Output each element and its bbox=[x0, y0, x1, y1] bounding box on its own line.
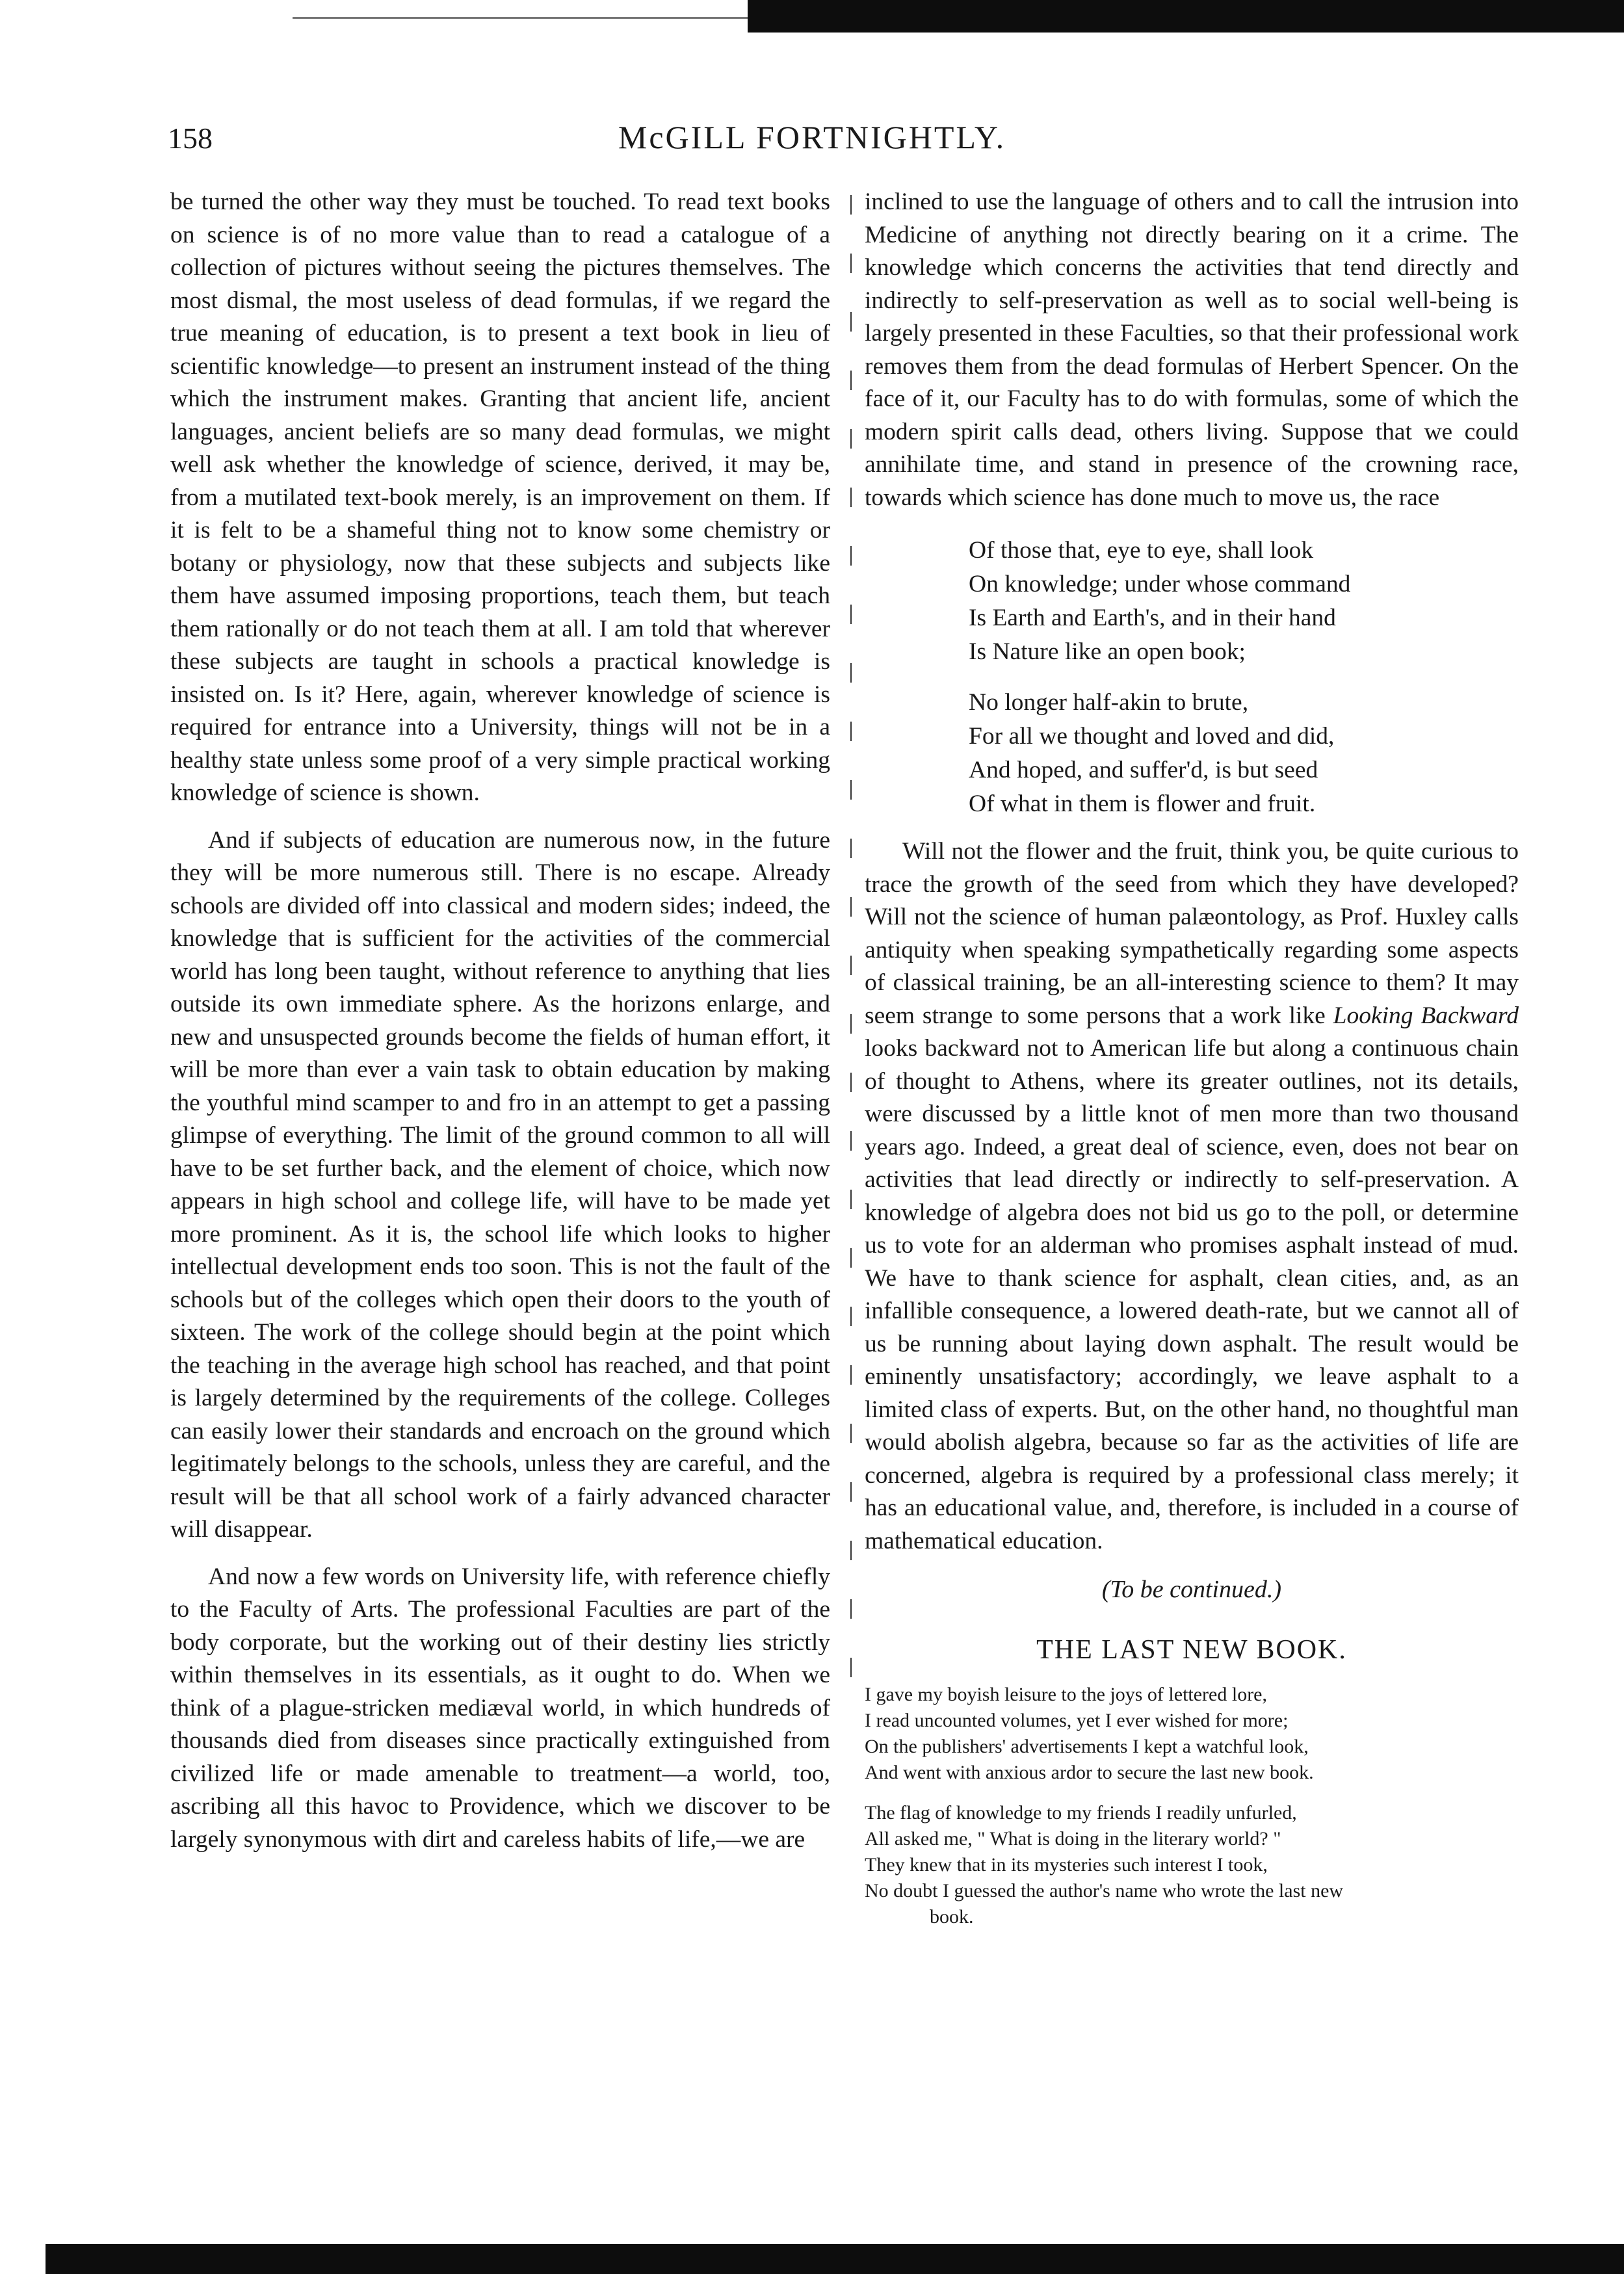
poem bbox=[865, 1682, 1519, 1930]
stanza-line: Of what in them is flower and fruit. bbox=[969, 791, 1316, 817]
poem-verse bbox=[865, 1682, 1519, 1786]
poem-line: book. bbox=[930, 1906, 974, 1928]
right-column bbox=[865, 186, 1519, 1944]
page-number: 158 bbox=[168, 122, 213, 155]
top-border-bar bbox=[748, 0, 1624, 33]
column-divider bbox=[850, 195, 852, 1690]
poem-line: They knew that in its mysteries such interest I took, bbox=[865, 1854, 1268, 1875]
poem-line: The flag of knowledge to my friends I readily unfurled, bbox=[865, 1802, 1297, 1823]
poem-line: I gave my boyish leisure to the joys of lettered lore, bbox=[865, 1684, 1267, 1705]
book-title: Looking Backward bbox=[1333, 1002, 1519, 1029]
quoted-stanza bbox=[969, 534, 1519, 669]
left-paragraph: And if subjects of education are numerous now, in the future they will be more numerous still. There is no escape. Already schools are divided off into classical and modern sides; indeed, the knowledge that is sufficient for the activities of the commercial world has long been taught, without reference to anything that lies outside its own immediate sphere. As the horizons enlarge, and new and unsuspected grounds become the fields of human effort, it will be more than ever a vain task to obtain education by making the youthful mind scamper to and fro in an attempt to get a passing glimpse of everything. The limit of the ground common to all will have to be set further back, and the element of choice, which now appears in high school and college life, will have to be made yet more prominent. As it is, the school life which looks to higher intellectual development ends too soon. This is not the fault of the schools but of the colleges which open their doors to the youth of sixteen. The work of the college should begin at the point which the teaching in the average high school has reached, and that point is largely determined by the requirements of the college. Colleges can easily lower their standards and encroach on the ground which legitimately belongs to the schools, unless they are careful, and the result will be that all school work of a fairly advanced character will disappear. bbox=[170, 826, 830, 1543]
top-thin-rule bbox=[293, 17, 748, 19]
poem-line: I read uncounted volumes, yet I ever wished for more; bbox=[865, 1710, 1289, 1731]
bottom-border-bar bbox=[46, 2244, 1624, 2274]
stanza-line: And hoped, and suffer'd, is but seed bbox=[969, 757, 1318, 783]
stanza-line: Of those that, eye to eye, shall look bbox=[969, 537, 1314, 564]
poem-line: No doubt I guessed the author's name who wrote the last new bbox=[865, 1880, 1344, 1902]
left-column bbox=[170, 186, 830, 1856]
paragraph-text: looks backward not to American life but along a continuous chain of thought to Athens, where its greater outlines, not its details, were discussed by a little knot of men more than two thousand years ago. Indeed, a great deal of science, even, does not bear on activities that lead directly or indirectly to self-preservation. A knowledge of algebra does not bid us go to the poll, or determine us to vote for an alderman who promises asphalt instead of mud. We have to thank science for asphalt, clean cities, and, as an infallible consequence, a lowered death-rate, but we cannot all of us be running about laying down asphalt. The result would be eminently unsatisfactory; accordingly, we leave asphalt to a limited class of experts. But, on the other hand, no thoughtful man would abolish algebra, because so far as the activities of life are concerned, algebra is required by a professional class merely; it has an educational value, and, therefore, is included in a course of mathematical education. bbox=[865, 1035, 1519, 1554]
paragraph-text: Will not the flower and the fruit, think you, be quite curious to trace the growth of the seed from which they have developed? Will not the science of human palæontology, as Prof. Huxley calls antiquity when speaking sympathetically regarding some aspects of classical training, be an all-interesting science to them? It may seem strange to some persons that a work like bbox=[865, 838, 1519, 1029]
stanza-line: Is Nature like an open book; bbox=[969, 638, 1246, 665]
stanza-line: No longer half-akin to brute, bbox=[969, 689, 1249, 716]
section-title: THE LAST NEW BOOK. bbox=[1036, 1634, 1347, 1665]
poem-line: And went with anxious ardor to secure the last new book. bbox=[865, 1762, 1314, 1783]
stanza-line: For all we thought and loved and did, bbox=[969, 723, 1335, 750]
poem-line: On the publishers' advertisements I kept a watchful look, bbox=[865, 1736, 1309, 1757]
running-head: McGILL FORTNIGHTLY. bbox=[618, 119, 1006, 155]
right-paragraph bbox=[865, 835, 1519, 1558]
stanza-line: Is Earth and Earth's, and in their hand bbox=[969, 605, 1336, 631]
poem-line: All asked me, " What is doing in the literary world? " bbox=[865, 1828, 1281, 1849]
poem-verse bbox=[865, 1800, 1519, 1930]
stanza-line: On knowledge; under whose command bbox=[969, 571, 1351, 597]
quoted-stanza bbox=[969, 686, 1519, 821]
left-paragraph: And now a few words on University life, with reference chiefly to the Faculty of Arts. The professional Faculties are part of the body corporate, but the working out of their destiny lies strictly within themselves in its essentials, as it ought to do. When we think of a plague-stricken mediæval world, in which hundreds of thousands died from diseases since practically extinguished from civilized life or made amenable to treatment—a world, too, ascribing all this havoc to Providence, which we discover to be largely synonymous with dirt and careless habits of life,—we are bbox=[170, 1563, 830, 1853]
left-paragraph: be turned the other way they must be touched. To read text books on science is of no more value than to read a catalogue of a collection of pictures without seeing the pictures themselves. The most dismal, the most useless of dead formulas, if we regard the true meaning of education, is to present a text book in lieu of scientific knowledge—to present an instrument instead of the thing which the instrument makes. Granting that ancient life, ancient languages, ancient beliefs are so many dead formulas, we might well ask whether the knowledge of science, derived, it may be, from a mutilated text-book merely, is an improvement on them. If it is felt to be a shameful thing not to know some chemistry or botany or physiology, now that these subjects and subjects like them have assumed imposing proportions, teach them, but teach them rationally or do not teach them at all. I am told that wherever these subjects are taught in schools a practical knowledge is insisted on. Is it? Here, again, wherever knowledge of science is required for entrance into a University, things will not be in a healthy state unless some proof of a very simple practical working knowledge of science is shown. bbox=[170, 189, 830, 806]
right-paragraph: inclined to use the language of others and to call the intrusion into Medicine of anything not directly bearing on it a crime. The knowledge which concerns the activities that tend directly and indirectly to self-preservation as well as to social well-being is largely presented in these Faculties, so that their professional work removes them from the dead formulas of Herbert Spencer. On the face of it, our Faculty has to do with formulas, some of which the modern spirit calls dead, others living. Suppose that we could annihilate time, and stand in presence of the crowning race, towards which science has done much to move us, the race bbox=[865, 189, 1519, 511]
to-be-continued: (To be continued.) bbox=[1101, 1576, 1282, 1603]
